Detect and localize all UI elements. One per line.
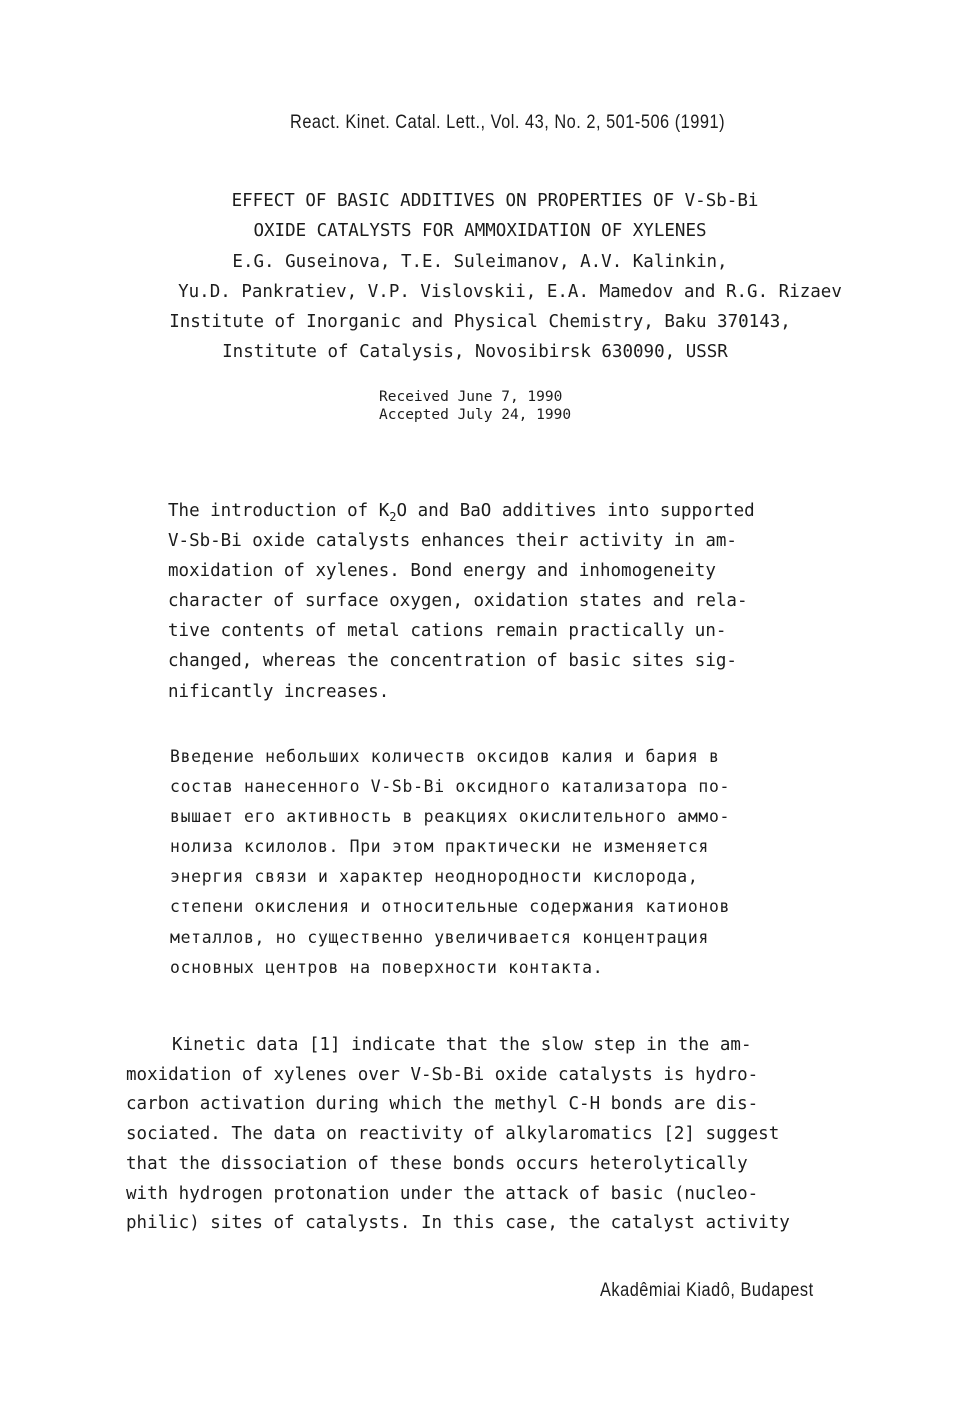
title-block <box>110 186 910 368</box>
journal-citation: React. Kinet. Catal. Lett., Vol. 43, No. 2, 501-506 (1991) <box>290 112 726 133</box>
abstract-line: V-Sb-Bi oxide catalysts enhances their activity in am- <box>168 531 737 552</box>
dates-block <box>379 388 571 424</box>
abstract-english <box>168 496 755 707</box>
authors-line-2: Yu.D. Pankratiev, V.P. Vislovskii, E.A. Mamedov and R.G. Rizaev <box>178 281 842 302</box>
abstract-ru-line: энергия связи и характер неоднородности кислорода, <box>170 867 699 887</box>
body-line: Kinetic data [1] indicate that the slow step in the am- <box>172 1035 752 1055</box>
abstract-ru-line: металлов, но существенно увеличивается концентрация <box>170 927 709 947</box>
publisher-footer: Akadêmiai Kiadô, Budapest <box>600 1280 814 1301</box>
body-line: that the dissociation of these bonds occurs heterolytically <box>126 1153 748 1174</box>
abstract-line: tive contents of metal cations remain practically un- <box>168 621 727 642</box>
affiliation-line-2: Institute of Catalysis, Novosibirsk 630090, USSR <box>222 342 728 363</box>
abstract-ru-line: нолиза ксилолов. При этом практически не изменяется <box>170 837 709 857</box>
abstract-line: nificantly increases. <box>168 681 390 702</box>
abstract-ru-line: Введение небольших количеств оксидов калия и бария в <box>170 747 720 766</box>
abstract-ru-line: состав нанесенного V-Sb-Bi оксидного катализатора по- <box>170 777 731 797</box>
abstract-line: character of surface oxygen, oxidation states and rela- <box>168 591 748 612</box>
accepted-date: Accepted July 24, 1990 <box>379 407 572 423</box>
abstract-line-1-end: O and BaO additives into supported <box>396 501 755 521</box>
abstract-ru-line: вышает его активность в реакциях окислительного аммо- <box>170 807 731 827</box>
abstract-russian <box>170 742 730 983</box>
body-line: philic) sites of catalysts. In this case, the catalyst activity <box>126 1213 790 1234</box>
abstract-ru-line: степени окисления и относительные содержания катионов <box>170 897 731 917</box>
abstract-line <box>168 496 755 526</box>
body-line: moxidation of xylenes over V-Sb-Bi oxide catalysts is hydro- <box>126 1064 759 1085</box>
abstract-line: changed, whereas the concentration of basic sites sig- <box>168 651 737 672</box>
body-line: sociated. The data on reactivity of alkylaromatics [2] suggest <box>126 1124 780 1145</box>
abstract-ru-line: основных центров на поверхности контакта. <box>170 957 604 977</box>
subscript-2: 2 <box>389 510 397 524</box>
paper-title-line-2: OXIDE CATALYSTS FOR AMMOXIDATION OF XYLENES <box>253 221 707 242</box>
authors-line-1: E.G. Guseinova, T.E. Suleimanov, A.V. Kalinkin, <box>232 251 728 272</box>
received-date: Received June 7, 1990 <box>379 389 563 405</box>
affiliation-line-1: Institute of Inorganic and Physical Chemistry, Baku 370143, <box>169 312 791 333</box>
body-line: with hydrogen protonation under the attack of basic (nucleo- <box>126 1183 759 1204</box>
body-paragraph <box>126 1031 790 1239</box>
abstract-line: moxidation of xylenes. Bond energy and inhomogeneity <box>168 561 716 582</box>
abstract-line-1-start: The introduction of K <box>168 501 390 521</box>
paper-title-line-1: EFFECT OF BASIC ADDITIVES ON PROPERTIES OF V-Sb-Bi <box>231 191 759 211</box>
body-line: carbon activation during which the methyl C-H bonds are dis- <box>126 1094 759 1115</box>
